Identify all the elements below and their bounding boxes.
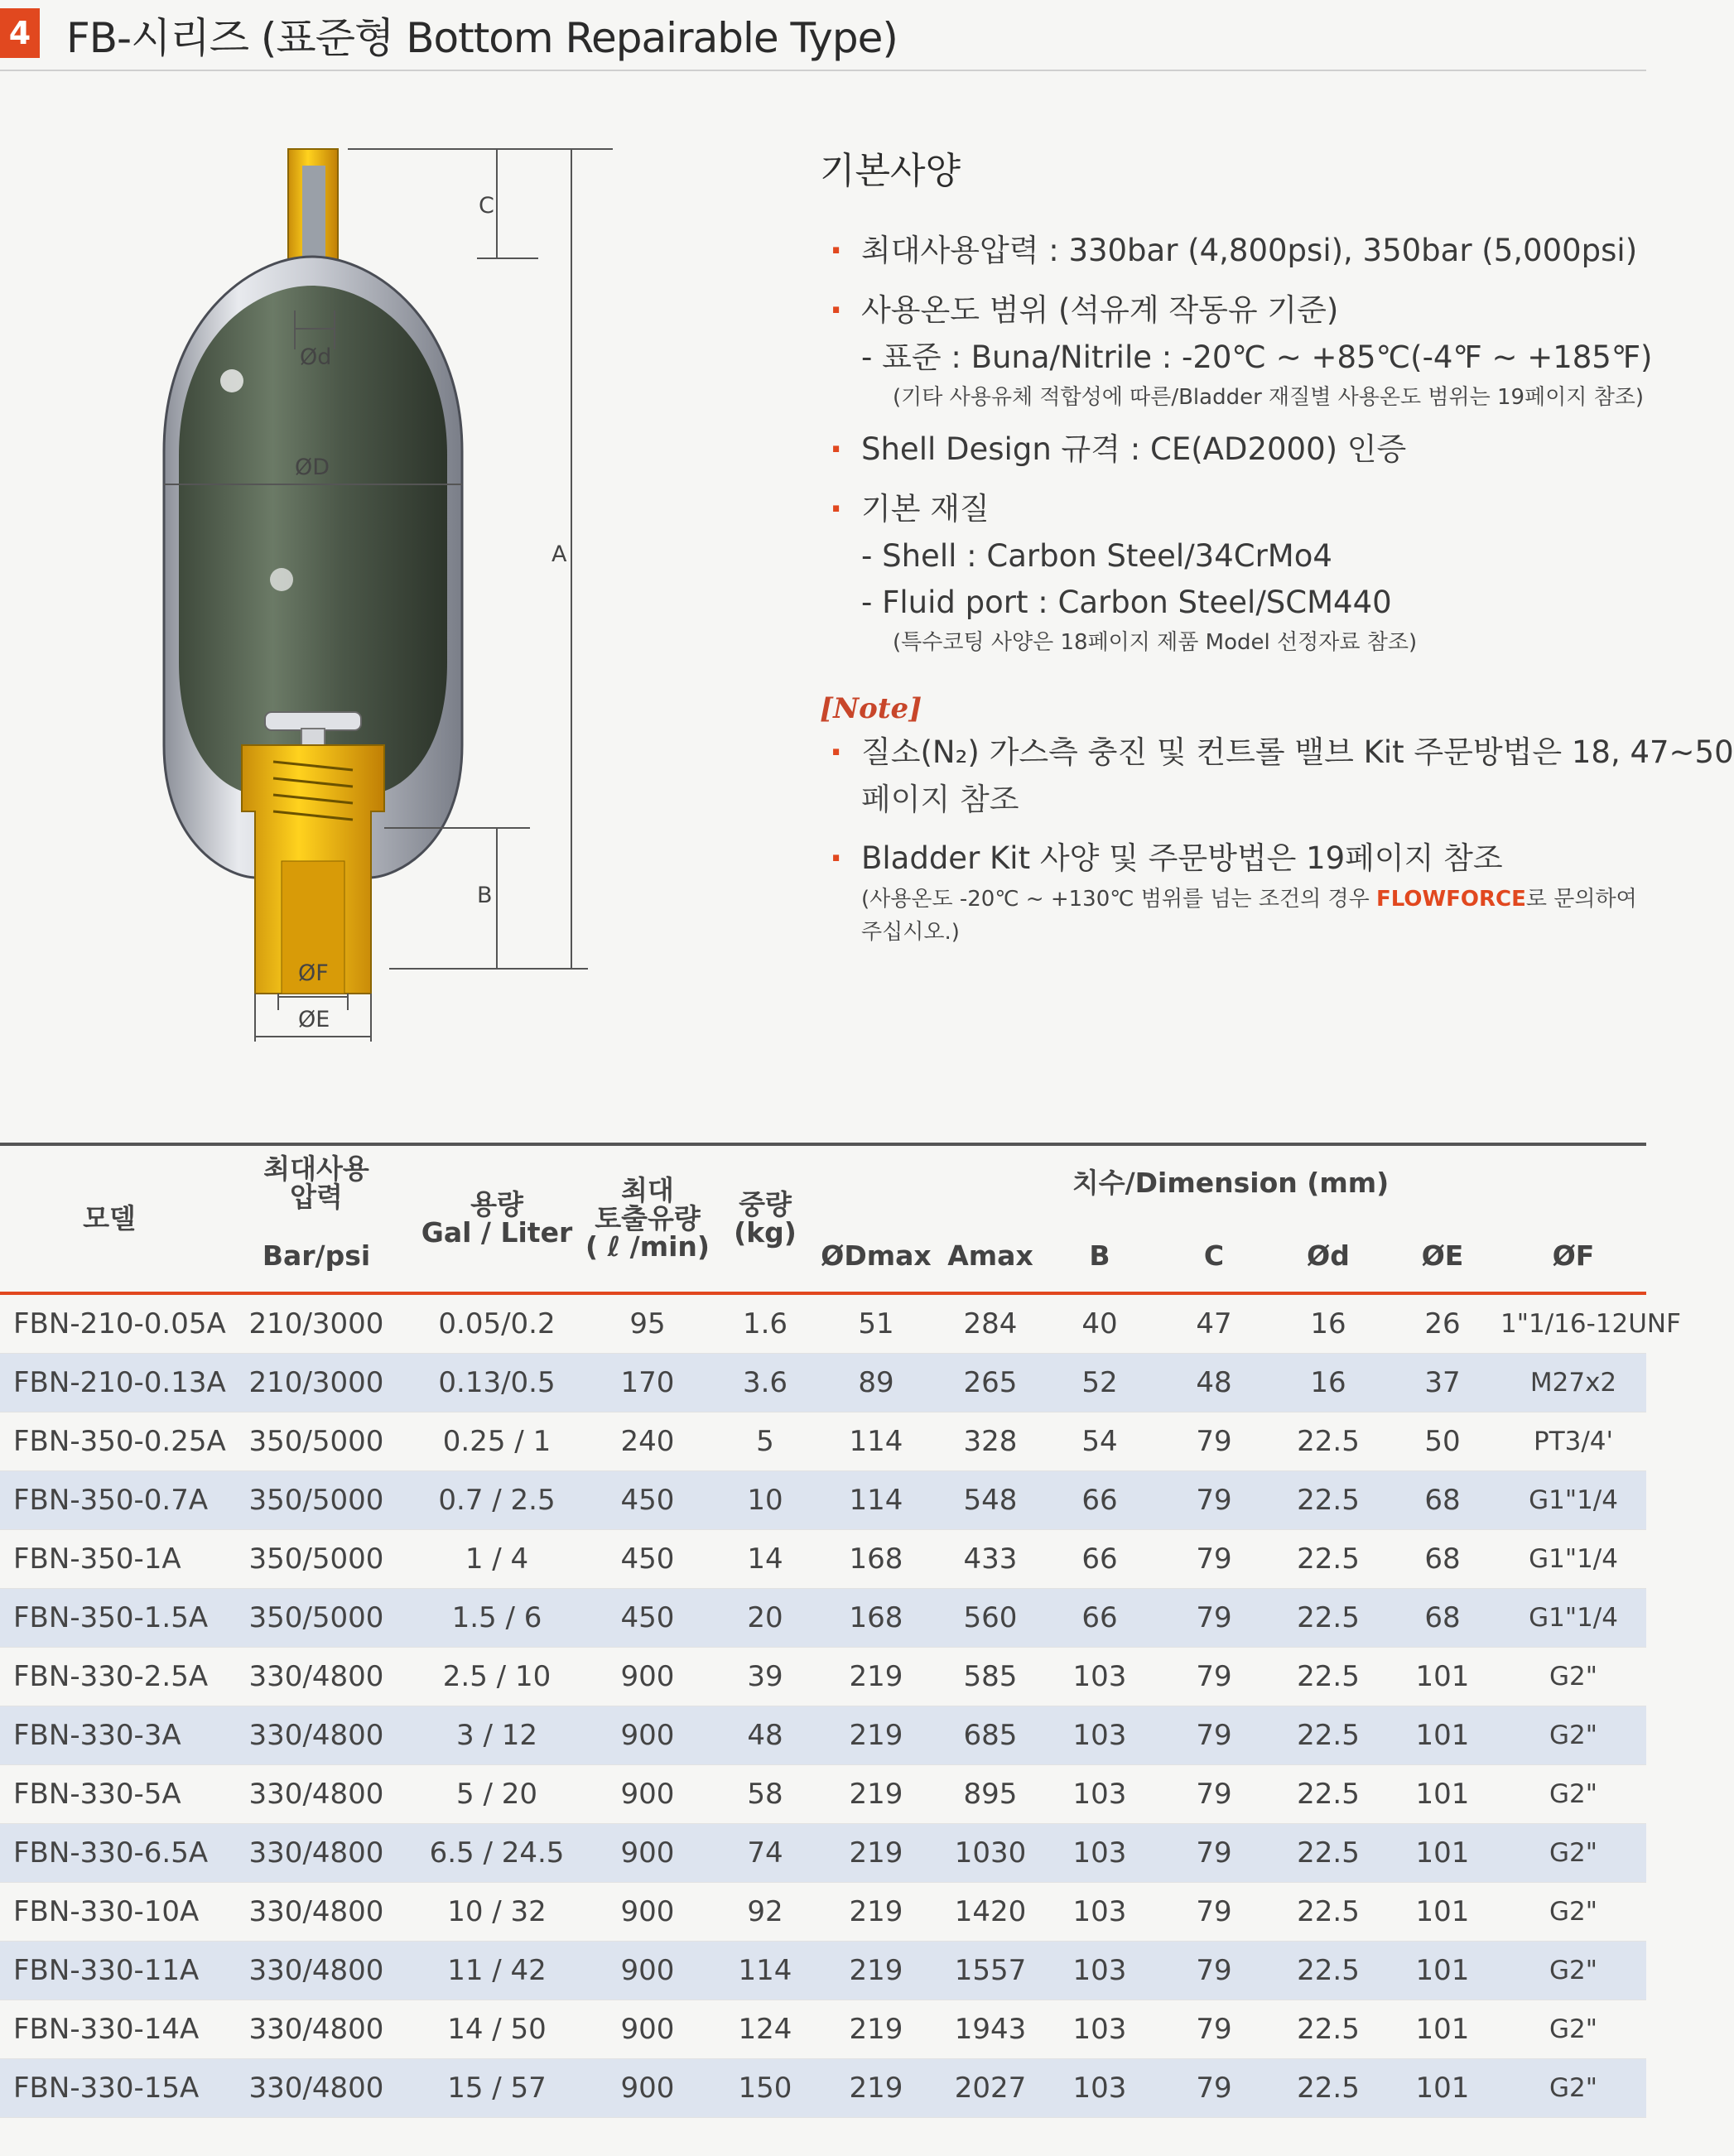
table-row	[0, 1471, 1646, 1530]
table-cell: G2"	[1500, 1765, 1646, 1824]
th-dim-c: C	[1156, 1220, 1272, 1293]
table-cell: PT3/4'	[1500, 1412, 1646, 1471]
table-cell: 79	[1156, 1471, 1272, 1530]
table-cell: G2"	[1500, 1942, 1646, 2000]
table-cell: 10 / 32	[414, 1883, 580, 1942]
table-cell: 210/3000	[219, 1354, 414, 1412]
table-cell: 103	[1043, 1942, 1156, 2000]
spec-item-material: · 기본 재질	[820, 485, 1646, 533]
table-cell: 47	[1156, 1293, 1272, 1354]
table-cell: M27x2	[1500, 1354, 1646, 1412]
table-cell: 101	[1385, 2059, 1500, 2118]
page-title: FB-시리즈 (표준형 Bottom Repairable Type)	[66, 14, 898, 62]
table-cell: 68	[1385, 1589, 1500, 1648]
section-number-badge: 4	[0, 8, 40, 58]
table-cell: 101	[1385, 1883, 1500, 1942]
table-cell: 79	[1156, 1589, 1272, 1648]
table-cell: 330/4800	[219, 1706, 414, 1765]
table-cell: 0.7 / 2.5	[414, 1471, 580, 1530]
table-cell: 330/4800	[219, 1883, 414, 1942]
table-row	[0, 1765, 1646, 1824]
table-cell: G2"	[1500, 2059, 1646, 2118]
table-cell: 219	[815, 1706, 937, 1765]
table-cell: 265	[937, 1354, 1043, 1412]
note-bladder-temp-text: (사용온도 -20℃ ~ +130℃ 범위를 넘는 조건의 경우	[861, 887, 1376, 912]
table-cell: 219	[815, 1765, 937, 1824]
spec-temp-note: (기타 사용유체 적합성에 따른/Bladder 재질별 사용온도 범위는 19페이지 참조)	[893, 385, 1645, 410]
table-cell: 114	[715, 1942, 815, 2000]
table-cell: 103	[1043, 1706, 1156, 1765]
table-cell: 900	[580, 1824, 715, 1883]
table-cell: 22.5	[1272, 1765, 1385, 1824]
model-cell: FBN-330-2.5A	[0, 1648, 219, 1706]
model-cell: FBN-330-3A	[0, 1706, 219, 1765]
table-cell: G2"	[1500, 1706, 1646, 1765]
table-cell: 48	[1156, 1354, 1272, 1412]
table-cell: 895	[937, 1765, 1043, 1824]
gas-valve-core	[302, 166, 325, 270]
dim-label-a: A	[552, 541, 567, 567]
note-label: [Note]	[820, 692, 922, 725]
spec-item-temperature: · 사용온도 범위 (석유계 작동유 기준)	[820, 286, 1646, 334]
table-cell: 350/5000	[219, 1589, 414, 1648]
th-weight: 중량 (kg)	[715, 1144, 815, 1293]
table-cell: 124	[715, 2000, 815, 2059]
table-cell: G1"1/4	[1500, 1530, 1646, 1589]
note-bladder-temp-note-line2: 주십시오.)	[861, 920, 960, 945]
table-cell: 900	[580, 2000, 715, 2059]
table-cell: 20	[715, 1589, 815, 1648]
table-cell: 101	[1385, 1765, 1500, 1824]
table-cell: 51	[815, 1293, 937, 1354]
table-cell: 6.5 / 24.5	[414, 1824, 580, 1883]
table-cell: 37	[1385, 1354, 1500, 1412]
table-cell: 22.5	[1272, 1942, 1385, 2000]
table-cell: 79	[1156, 1942, 1272, 2000]
table-row	[0, 1706, 1646, 1765]
model-cell: FBN-330-14A	[0, 2000, 219, 2059]
table-cell: 0.13/0.5	[414, 1354, 580, 1412]
table-cell: 330/4800	[219, 2000, 414, 2059]
table-cell: 101	[1385, 1706, 1500, 1765]
table-cell: 170	[580, 1354, 715, 1412]
table-cell: 79	[1156, 1412, 1272, 1471]
table-row	[0, 1942, 1646, 2000]
table-cell: 900	[580, 1706, 715, 1765]
th-volume: 용량 Gal / Liter	[414, 1144, 580, 1293]
table-cell: 101	[1385, 1648, 1500, 1706]
table-cell: 3 / 12	[414, 1706, 580, 1765]
table-cell: 66	[1043, 1589, 1156, 1648]
model-cell: FBN-350-0.7A	[0, 1471, 219, 1530]
table-cell: 39	[715, 1648, 815, 1706]
table-cell: 350/5000	[219, 1471, 414, 1530]
table-cell: 330/4800	[219, 1648, 414, 1706]
table-cell: 240	[580, 1412, 715, 1471]
poppet-head	[265, 712, 361, 730]
table-cell: 22.5	[1272, 2000, 1385, 2059]
spec-material-shell: - Shell : Carbon Steel/34CrMo4	[861, 538, 1332, 574]
table-cell: 284	[937, 1293, 1043, 1354]
table-cell: 103	[1043, 1883, 1156, 1942]
table-cell: 0.05/0.2	[414, 1293, 580, 1354]
table-cell: 900	[580, 1765, 715, 1824]
table-cell: 2.5 / 10	[414, 1648, 580, 1706]
table-cell: 101	[1385, 2000, 1500, 2059]
model-cell: FBN-210-0.13A	[0, 1354, 219, 1412]
table-cell: 15 / 57	[414, 2059, 580, 2118]
table-cell: 22.5	[1272, 1412, 1385, 1471]
th-pressure: 최대사용 압력	[219, 1144, 414, 1220]
header-divider	[0, 70, 1646, 71]
accumulator-drawing	[149, 132, 613, 1052]
model-cell: FBN-350-1.5A	[0, 1589, 219, 1648]
model-cell: FBN-350-1A	[0, 1530, 219, 1589]
table-cell: 22.5	[1272, 1471, 1385, 1530]
table-cell: 1420	[937, 1883, 1043, 1942]
table-row	[0, 1354, 1646, 1412]
table-cell: 328	[937, 1412, 1043, 1471]
model-cell: FBN-330-11A	[0, 1942, 219, 2000]
table-cell: 685	[937, 1706, 1043, 1765]
table-cell: 103	[1043, 2000, 1156, 2059]
model-cell: FBN-330-10A	[0, 1883, 219, 1942]
table-cell: 16	[1272, 1293, 1385, 1354]
bladder-highlight-2	[270, 568, 293, 591]
note-bladder-temp-suffix: 로 문의하여	[1525, 887, 1637, 912]
table-cell: 79	[1156, 2059, 1272, 2118]
table-row	[0, 2059, 1646, 2118]
table-cell: 1.6	[715, 1293, 815, 1354]
table-cell: 219	[815, 1648, 937, 1706]
table-cell: G1"1/4	[1500, 1471, 1646, 1530]
table-cell: 79	[1156, 1883, 1272, 1942]
table-cell: 22.5	[1272, 1706, 1385, 1765]
table-cell: 585	[937, 1648, 1043, 1706]
table-cell: 0.25 / 1	[414, 1412, 580, 1471]
table-cell: 219	[815, 2000, 937, 2059]
table-cell: 548	[937, 1471, 1043, 1530]
dim-label-c: C	[479, 193, 494, 219]
th-model: 모델	[0, 1144, 219, 1293]
table-cell: 14	[715, 1530, 815, 1589]
th-dimension-group: 치수/Dimension (mm)	[815, 1144, 1646, 1220]
table-cell: 11 / 42	[414, 1942, 580, 2000]
table-cell: 1 / 4	[414, 1530, 580, 1589]
table-cell: 2027	[937, 2059, 1043, 2118]
table-cell: 114	[815, 1471, 937, 1530]
table-cell: 114	[815, 1412, 937, 1471]
table-cell: G2"	[1500, 1824, 1646, 1883]
table-cell: 79	[1156, 2000, 1272, 2059]
table-cell: 68	[1385, 1471, 1500, 1530]
table-cell: 330/4800	[219, 1765, 414, 1824]
spec-material-port: - Fluid port : Carbon Steel/SCM440	[861, 585, 1392, 620]
table-cell: 3.6	[715, 1354, 815, 1412]
dim-label-d-small: Ød	[300, 344, 332, 370]
dim-label-b: B	[477, 883, 493, 908]
th-dim-f: ØF	[1500, 1220, 1646, 1293]
th-dim-b: B	[1043, 1220, 1156, 1293]
table-cell: 95	[580, 1293, 715, 1354]
table-cell: 10	[715, 1471, 815, 1530]
table-row	[0, 1824, 1646, 1883]
table-row	[0, 1293, 1646, 1354]
table-cell: 900	[580, 1942, 715, 2000]
table-cell: 50	[1385, 1412, 1500, 1471]
table-cell: 74	[715, 1824, 815, 1883]
model-cell: FBN-330-15A	[0, 2059, 219, 2118]
table-cell: 40	[1043, 1293, 1156, 1354]
table-cell: 1557	[937, 1942, 1043, 2000]
table-cell: 66	[1043, 1530, 1156, 1589]
th-dim-amax: Amax	[937, 1220, 1043, 1293]
table-cell: 52	[1043, 1354, 1156, 1412]
flowforce-brand: FLOWFORCE	[1375, 887, 1526, 912]
table-cell: 101	[1385, 1824, 1500, 1883]
table-cell: 450	[580, 1471, 715, 1530]
table-cell: 103	[1043, 2059, 1156, 2118]
table-cell: 22.5	[1272, 1530, 1385, 1589]
table-cell: 101	[1385, 1942, 1500, 2000]
note-item-valve-kit: · 질소(N₂) 가스측 충진 및 컨트롤 밸브 Kit 주문방법은 18, 47~50	[820, 729, 1646, 777]
table-cell: 1.5 / 6	[414, 1589, 580, 1648]
spec-item-pressure: · 최대사용압력 : 330bar (4,800psi), 350bar (5,000psi)	[820, 227, 1646, 275]
table-cell: 16	[1272, 1354, 1385, 1412]
th-pressure-unit: Bar/psi	[219, 1220, 414, 1293]
note-item-valve-kit-line2: 페이지 참조	[861, 782, 1019, 817]
note-bladder-temp-note	[820, 883, 1646, 916]
table-cell: 219	[815, 2059, 937, 2118]
table-cell: 79	[1156, 1765, 1272, 1824]
table-cell: 103	[1043, 1824, 1156, 1883]
table-cell: 560	[937, 1589, 1043, 1648]
table-cell: 5	[715, 1412, 815, 1471]
table-cell: 103	[1043, 1765, 1156, 1824]
model-cell: FBN-330-6.5A	[0, 1824, 219, 1883]
spec-title: 기본사양	[820, 150, 961, 192]
table-cell: G2"	[1500, 1883, 1646, 1942]
table-row	[0, 1589, 1646, 1648]
spec-table	[0, 1143, 1681, 2118]
table-cell: 168	[815, 1530, 937, 1589]
table-cell: 48	[715, 1706, 815, 1765]
table-cell: 22.5	[1272, 1589, 1385, 1648]
table-cell: 22.5	[1272, 1824, 1385, 1883]
table-cell: 219	[815, 1942, 937, 2000]
table-cell: 900	[580, 1648, 715, 1706]
spec-item-shell-design: · Shell Design 규격 : CE(AD2000) 인증	[820, 426, 1646, 474]
table-cell: 66	[1043, 1471, 1156, 1530]
table-cell: G2"	[1500, 1648, 1646, 1706]
dim-label-d-large: ØD	[295, 455, 330, 480]
table-row	[0, 1648, 1646, 1706]
table-cell: 450	[580, 1530, 715, 1589]
table-cell: 68	[1385, 1530, 1500, 1589]
table-body	[0, 1293, 1681, 2118]
table-cell: 450	[580, 1589, 715, 1648]
table-cell: 330/4800	[219, 1824, 414, 1883]
bladder-highlight	[220, 369, 243, 392]
dim-label-e: ØE	[298, 1007, 330, 1032]
table-cell: 150	[715, 2059, 815, 2118]
spec-temp-standard: - 표준 : Buna/Nitrile : -20℃ ~ +85℃(-4℉ ~ +185℉)	[861, 339, 1653, 375]
table-cell: 1943	[937, 2000, 1043, 2059]
table-cell: 330/4800	[219, 2059, 414, 2118]
table-cell: 22.5	[1272, 2059, 1385, 2118]
table-cell: 350/5000	[219, 1530, 414, 1589]
table-cell: 22.5	[1272, 1648, 1385, 1706]
table-cell: 433	[937, 1530, 1043, 1589]
table-cell: 22.5	[1272, 1883, 1385, 1942]
spec-section	[820, 141, 1734, 949]
note-item-bladder-kit: · Bladder Kit 사양 및 주문방법은 19페이지 참조	[820, 835, 1646, 883]
table-cell: 89	[815, 1354, 937, 1412]
table-cell: 330/4800	[219, 1942, 414, 2000]
th-dim-dmax: ØDmax	[815, 1220, 937, 1293]
table-cell: G2"	[1500, 2000, 1646, 2059]
table-cell: 210/3000	[219, 1293, 414, 1354]
model-cell: FBN-210-0.05A	[0, 1293, 219, 1354]
dim-label-f: ØF	[298, 960, 329, 986]
table-cell: 900	[580, 1883, 715, 1942]
table-cell: 1"1/16-12UNF	[1500, 1293, 1646, 1354]
table-cell: 219	[815, 1824, 937, 1883]
table-row	[0, 2000, 1646, 2059]
th-dim-e: ØE	[1385, 1220, 1500, 1293]
table-cell: 14 / 50	[414, 2000, 580, 2059]
table-cell: 900	[580, 2059, 715, 2118]
table-cell: 79	[1156, 1530, 1272, 1589]
spec-material-note: (특수코팅 사양은 18페이지 제품 Model 선정자료 참조)	[893, 630, 1418, 655]
model-cell: FBN-330-5A	[0, 1765, 219, 1824]
table-cell: 350/5000	[219, 1412, 414, 1471]
table-cell: 79	[1156, 1706, 1272, 1765]
th-dim-d-small: Ød	[1272, 1220, 1385, 1293]
table-cell: 58	[715, 1765, 815, 1824]
table-cell: 5 / 20	[414, 1765, 580, 1824]
table-cell: 79	[1156, 1824, 1272, 1883]
table-cell: 26	[1385, 1293, 1500, 1354]
table-cell: 92	[715, 1883, 815, 1942]
table-cell: 79	[1156, 1648, 1272, 1706]
accumulator-diagram	[149, 132, 613, 1052]
table-cell: 219	[815, 1883, 937, 1942]
table-cell: G1"1/4	[1500, 1589, 1646, 1648]
table-cell: 168	[815, 1589, 937, 1648]
model-cell: FBN-350-0.25A	[0, 1412, 219, 1471]
table-row	[0, 1412, 1646, 1471]
table-cell: 103	[1043, 1648, 1156, 1706]
table-cell: 54	[1043, 1412, 1156, 1471]
table-row	[0, 1530, 1646, 1589]
table-row	[0, 1883, 1646, 1942]
table-cell: 1030	[937, 1824, 1043, 1883]
th-flow: 최대 토출유량 ( ℓ /min)	[580, 1144, 715, 1293]
